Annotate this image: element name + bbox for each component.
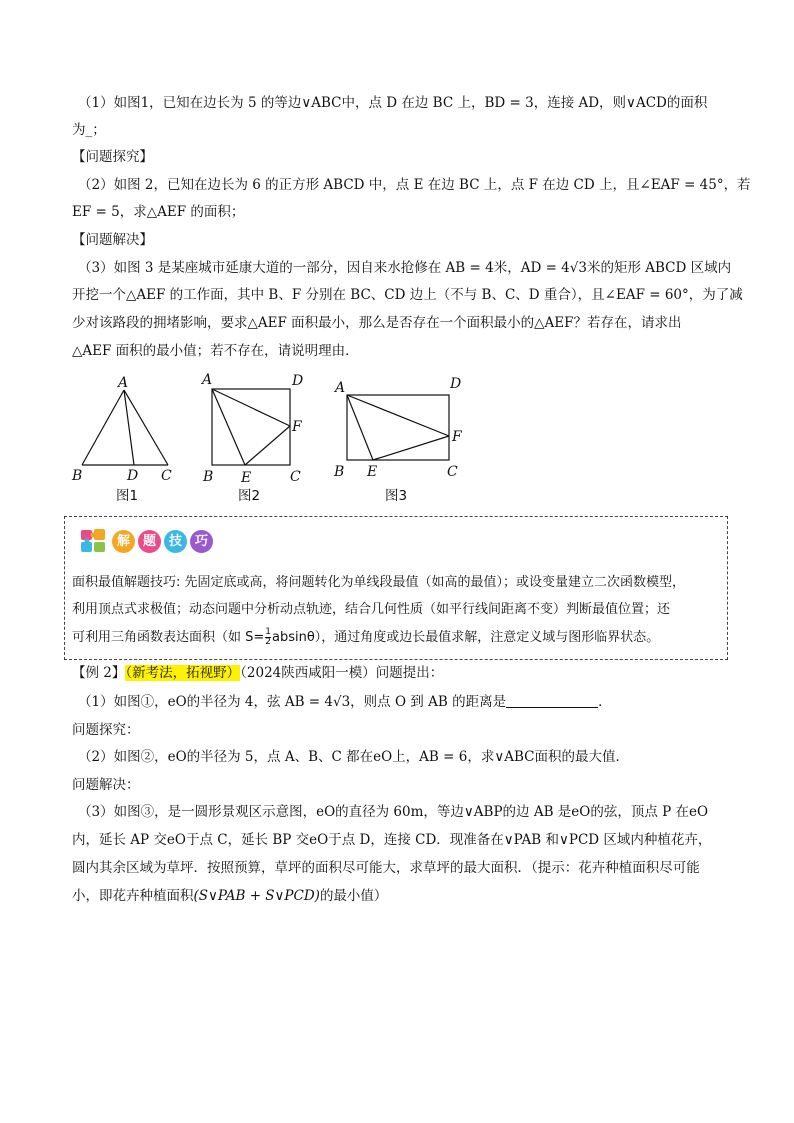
explore-header: 【问题探究】	[72, 149, 153, 165]
tips-title-char-1: 解	[112, 530, 135, 553]
tips-line-3	[72, 628, 659, 648]
tips-line-3-post: absinθ），通过角度或边长最值求解，注意定义域与图形临界状态。	[272, 630, 660, 645]
ex2-solve: 问题解决：	[72, 777, 140, 793]
fig3-label-d: D	[450, 376, 462, 392]
tips-line-3-pre: 可利用三角函数表达面积（如 S=	[72, 630, 265, 645]
example2-label: 【例 2】	[72, 665, 126, 681]
fig1-label-d: D	[127, 468, 139, 484]
fig2-segment-ef	[245, 426, 290, 465]
tips-title-char-4: 巧	[190, 530, 213, 553]
fig3-label-e: E	[367, 464, 378, 480]
ex2-q3-formula: (S∨PAB + S∨PCD)	[193, 888, 320, 904]
tips-fraction-num: 1	[265, 627, 272, 637]
fig3-caption: 图3	[385, 488, 408, 504]
fig2-segment-af	[212, 389, 290, 426]
fig1-label-a: A	[118, 375, 129, 391]
fig3-label-b: B	[334, 464, 345, 480]
q2-line1: （2）如图 2，已知在边长为 6 的正方形 ABCD 中，点 E 在边 BC 上，点 F 在边 CD 上，且∠EAF = 45°，若	[78, 177, 751, 193]
fig1-label-c: C	[161, 468, 172, 484]
fig2-label-c: C	[290, 469, 301, 485]
tips-title	[80, 528, 216, 554]
q2-line2: EF = 5，求△AEF 的面积；	[72, 204, 245, 220]
tips-title-char-2: 题	[138, 530, 161, 553]
figure-2	[212, 389, 290, 465]
fig2-label-a: A	[202, 372, 213, 388]
fig2-square	[212, 389, 290, 465]
ex2-q1-end: ．	[598, 694, 612, 710]
fig3-rectangle	[347, 395, 449, 460]
ex2-q3-line1: （3）如图③，是一圆形景观区示意图，eO的直径为 60m，等边∨ABP的边 AB 是eO的弦，顶点 P 在eO	[78, 804, 709, 820]
ex2-q3-line4-post: 的最小值）	[319, 888, 388, 904]
figures-svg	[0, 0, 794, 520]
fig1-segment-ad	[124, 390, 134, 465]
tips-line-2: 利用顶点式求极值；动态问题中分析动点轨迹，结合几何性质（如平行线间距离不变）判断最值位置；还	[72, 602, 671, 617]
fig2-label-f: F	[292, 419, 302, 435]
fig1-side-ab	[82, 390, 124, 465]
ex2-q3-line4-pre: 小，即花卉种植面积	[72, 888, 194, 904]
tips-title-char-3: 技	[164, 530, 187, 553]
ex2-q1-answer-blank[interactable]	[506, 693, 598, 708]
ex2-q3-line2: 内，延长 AP 交eO于点 C，延长 BP 交eO于点 D，连接 CD．现准备在∨PAB 和∨PCD 区域内种植花卉，	[72, 832, 712, 848]
q3-line4: △AEF 面积的最小值；若不存在，请说明理由．	[72, 343, 359, 359]
fig3-label-a: A	[335, 380, 346, 396]
fig1-label-b: B	[72, 468, 83, 484]
fig2-label-b: B	[203, 469, 214, 485]
q3-line3: 少对该路段的拥堵影响，要求△AEF 面积最小，那么是否存在一个面积最小的△AEF？若存在，请求出	[72, 315, 682, 331]
ex2-q1-text: （1）如图①，eO的半径为 4，弦 AB = 4√3，则点 O 到 AB 的距离是	[78, 694, 507, 710]
fig2-caption: 图2	[238, 488, 261, 504]
ex2-q2: （2）如图②，eO的半径为 5，点 A、B、C 都在eO上，AB = 6，求∨ABC面积的最大值．	[78, 749, 629, 765]
fig1-side-ac	[124, 390, 168, 465]
solve-header: 【问题解决】	[72, 232, 153, 248]
ex2-q3-line4	[72, 886, 387, 906]
ex2-q3-line3: 圆内其余区域为草坪．按照预算，草坪的面积尽可能大，求草坪的最大面积．（提示：花卉种植面积尽可能	[72, 860, 700, 876]
fig2-label-e: E	[241, 470, 252, 486]
ex2-explore: 问题探究：	[72, 722, 140, 738]
q3-line2: 开挖一个△AEF 的工作面，其中 B、F 分别在 BC、CD 边上（不与 B、C、D 重合），且∠EAF = 60°，为了减	[72, 287, 743, 303]
figure-1	[82, 390, 168, 465]
ex2-q1	[78, 692, 612, 712]
puzzle-icon	[80, 528, 108, 554]
tips-line-1: 面积最值解题技巧: 先固定底或高，将问题转化为单线段最值（如高的最值）；或设变量建立二次函数模型，	[72, 575, 686, 590]
fig3-segment-af	[347, 395, 449, 436]
fig3-segment-ef	[373, 436, 449, 460]
fig1-caption: 图1	[116, 488, 139, 504]
fig2-segment-ae	[212, 389, 245, 465]
tips-fraction	[265, 628, 271, 647]
q1-line1: （1）如图1，已知在边长为 5 的等边∨ABC中，点 D 在边 BC 上，BD = 3，连接 AD，则∨ACD的面积	[78, 95, 708, 111]
fig3-segment-ae	[347, 395, 373, 460]
example2-header	[72, 663, 443, 683]
example2-highlight: （新考法，拓视野）	[125, 665, 241, 681]
fig3-label-f: F	[452, 429, 462, 445]
example2-source: （2024陕西咸阳一模）问题提出：	[240, 665, 444, 681]
figure-3	[347, 395, 449, 460]
fig2-label-d: D	[292, 373, 304, 389]
fig3-label-c: C	[447, 464, 458, 480]
q1-line2: 为_；	[72, 122, 106, 138]
tips-fraction-den: 2	[265, 637, 272, 647]
q3-line1: （3）如图 3 是某座城市延康大道的一部分，因自来水抢修在 AB = 4米，AD = 4√3米的矩形 ABCD 区域内	[78, 260, 732, 276]
